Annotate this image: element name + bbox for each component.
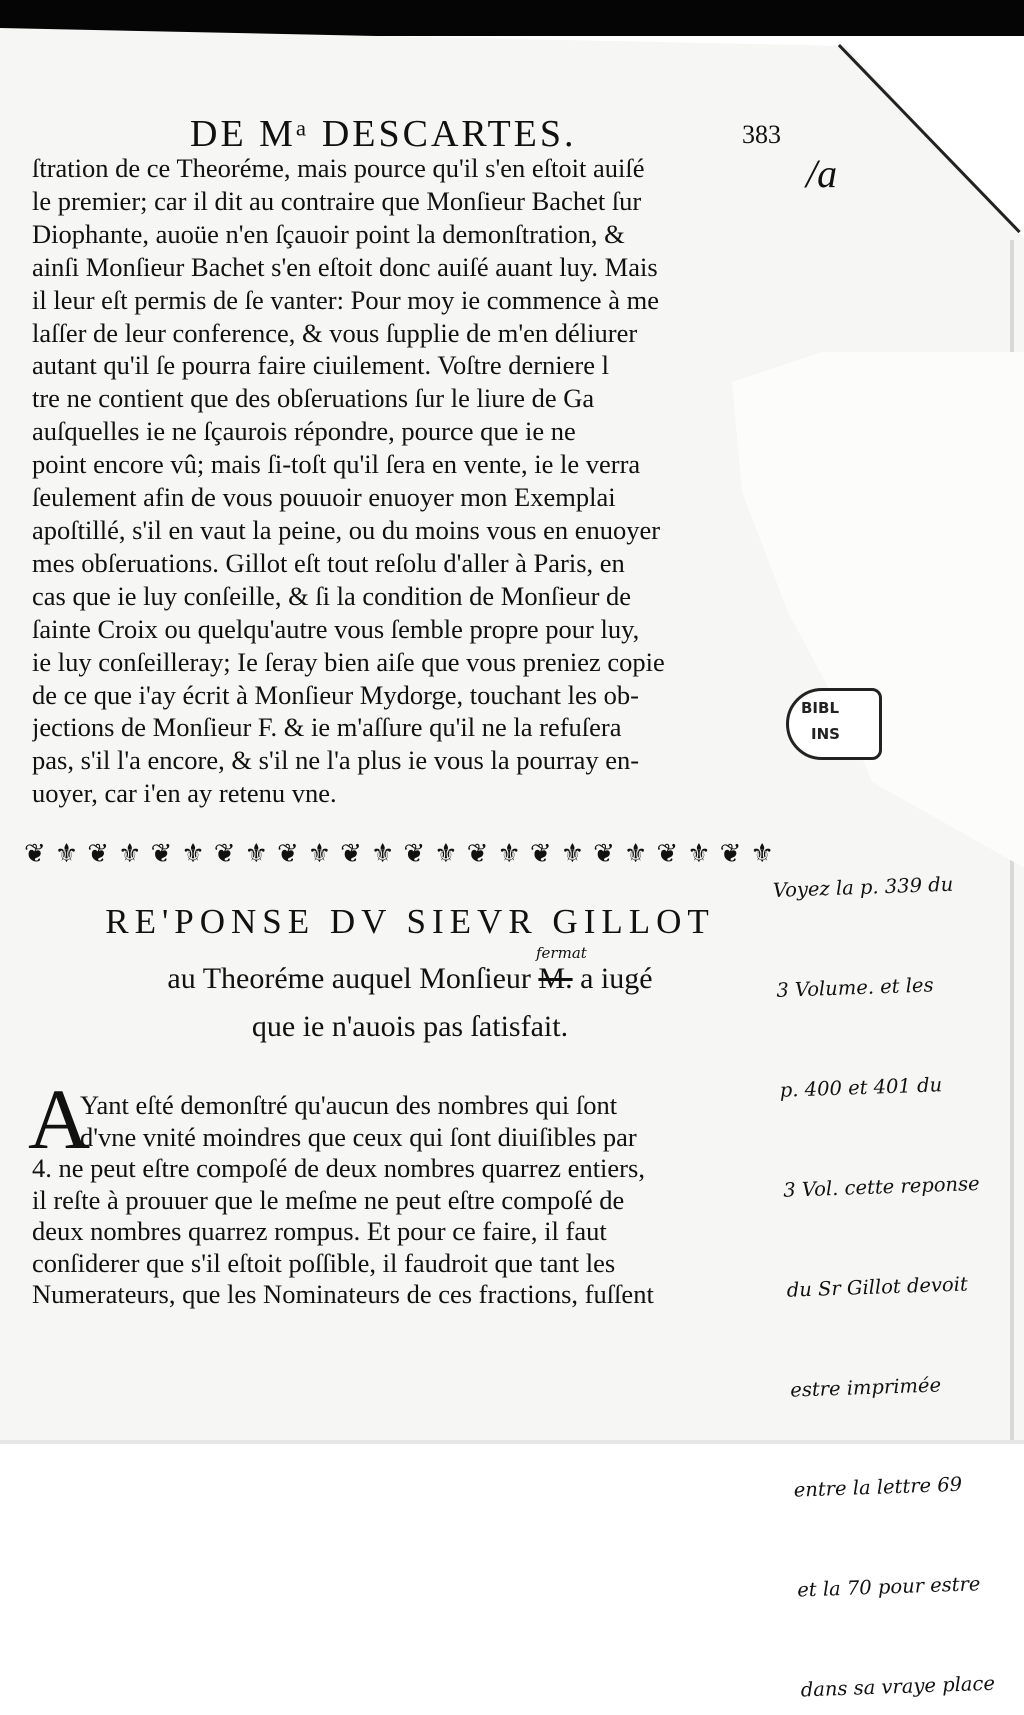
text-line: 4. ne peut eſtre compoſé de deux nombres quarrez entiers,: [32, 1153, 645, 1183]
text-line: ainſi Monſieur Bachet s'en eſtoit donc auiſé auant luy. Mais: [32, 251, 658, 282]
fleuron-icon: ❦: [150, 839, 173, 869]
text-line: ſainte Croix ou quelqu'autre vous ſemble propre pour luy,: [32, 613, 640, 644]
text-line: point encore vû; mais ſi-toſt qu'il ſera en vente, ie le verra: [32, 449, 641, 480]
fleuron-icon: ⚜: [118, 839, 142, 869]
text-line: auſquelles ie ne ſçaurois répondre, pource que ie ne: [32, 416, 576, 447]
handwritten-margin-note: [772, 857, 1024, 1715]
text-line: uoyer, car i'en ay retenu vne.: [32, 778, 337, 809]
text-line: pas, s'il l'a encore, & s'il ne l'a plus ie vous la pourray en-: [32, 745, 640, 776]
fleuron-icon: ⚜: [371, 839, 395, 869]
fleuron-icon: ❦: [87, 839, 110, 869]
text-line: il reſte à prouuer que le meſme ne peut eſtre compoſé de: [32, 1184, 625, 1215]
text-line: ſeulement afin de vous pouuoir enuoyer mon Exemplai: [32, 482, 616, 513]
fleuron-icon: ❦: [340, 839, 362, 869]
fleuron-icon: ⚜: [244, 839, 268, 869]
text-line: laſſer de leur conference, & vous ſupplie de m'en déliurer: [32, 317, 638, 348]
fleuron-icon: ❦: [403, 839, 426, 869]
note-line: du Sr Gillot devoit: [786, 1272, 969, 1302]
fleuron-icon: ❦: [719, 839, 742, 869]
reponse-body-text: [32, 1090, 772, 1311]
fleuron-icon: ⚜: [54, 839, 79, 869]
text-line: Diophante, auoüe n'en ſçauoir point la demonſtration, &: [32, 218, 625, 249]
fleuron-icon: ⚜: [307, 839, 332, 869]
fleuron-icon: ❦: [276, 839, 299, 869]
section-subtitle: [40, 962, 780, 996]
fleuron-icon: ⚜: [181, 839, 205, 869]
text-line: il leur eſt permis de ſe vanter: Pour moy ie commence à me: [32, 284, 659, 315]
fleuron-icon: ❦: [656, 839, 679, 869]
fleuron-icon: ⚜: [687, 839, 711, 869]
note-line: dans sa vraye place: [800, 1671, 996, 1702]
fleuron-icon: ❦: [213, 839, 236, 869]
note-line: entre la lettre 69: [793, 1472, 963, 1502]
text-line: apoſtillé, s'il en vaut la peine, ou du moins vous en enuoyer: [32, 514, 661, 545]
handwritten-insertion: fermat: [536, 944, 587, 962]
scan-bottom-edge: [0, 1440, 1024, 1444]
text-line: de ce que i'ay écrit à Monſieur Mydorge, touchant les ob-: [32, 679, 639, 710]
text-line: d'vne vnité moindres que ceux qui ſont diuiſibles par: [80, 1121, 637, 1152]
note-line: et la 70 pour estre: [796, 1572, 981, 1602]
drop-capital: A: [28, 1071, 91, 1167]
stamp-text-top: BIBL: [801, 699, 840, 717]
fleuron-icon: ❦: [466, 839, 489, 869]
struck-initial: M.: [538, 962, 573, 995]
text-line: mes obſeruations. Gillot eſt tout reſolu d'aller à Paris, en: [32, 547, 625, 578]
stamp-text-bottom: INS: [811, 725, 840, 743]
fleuron-icon: ⚜: [750, 839, 774, 869]
note-line: estre imprimée: [789, 1373, 942, 1402]
fleuron-icon: ❦: [24, 839, 46, 869]
fleuron-icon: ⚜: [497, 839, 521, 869]
fleuron-icon: ❦: [593, 839, 615, 869]
fleuron-icon: ⚜: [434, 839, 458, 869]
section-subtitle-line2: que ie n'auois pas ſatisfait.: [251, 1010, 569, 1043]
fleuron-icon: ⚜: [560, 839, 585, 869]
handwritten-margin-mark: /a: [806, 151, 838, 196]
text-line: ſtration de ce Theoréme, mais pource qu'il s'en eſtoit auiſé: [32, 153, 645, 183]
text-line: le premier; car il dit au contraire que Monſieur Bachet ſur: [32, 185, 642, 216]
text-line: Numerateurs, que les Nominateurs de ces fractions, fuſſent: [32, 1279, 654, 1309]
text-line: jections de Monſieur F. & ie m'aſſure qu'il ne la refuſera: [32, 712, 622, 743]
page-number: 383: [742, 120, 781, 149]
text-line: conſiderer que s'il eſtoit poſſible, il faudroit que tant les: [32, 1247, 616, 1278]
text-line: tre ne contient que des obſeruations ſur le liure de Ga: [32, 383, 595, 414]
scan-top-border: [0, 0, 1024, 36]
subtitle-text: au Theoréme auquel Monſieur: [167, 962, 531, 995]
fleuron-icon: ⚜: [623, 839, 648, 869]
note-line: 3 Volume. et les: [775, 973, 934, 1002]
note-line: Voyez la p. 339 du: [772, 872, 954, 902]
subtitle-text: a iugé: [580, 962, 653, 995]
note-line: 3 Vol. cette reponse: [782, 1171, 980, 1202]
library-stamp: [786, 688, 882, 760]
note-line: p. 400 et 401 du: [779, 1073, 943, 1102]
text-line: autant qu'il ſe pourra faire ciuilement. Voſtre derniere l: [32, 350, 610, 381]
letter-ending-text: [32, 152, 792, 810]
section-title: RE'PONSE DV SIEVR GILLOT: [105, 902, 715, 941]
text-line: deux nombres quarrez rompus. Et pour ce faire, il faut: [32, 1216, 607, 1246]
text-line: ie luy conſeilleray; Ie ſeray bien aiſe que vous preniez copie: [32, 646, 665, 677]
text-line: cas que ie luy conſeille, & ſi la condition de Monſieur de: [32, 580, 632, 611]
fleuron-icon: ❦: [529, 839, 552, 869]
running-title: DE Mᵃ DESCARTES.: [190, 113, 577, 155]
printer-ornament-band: [24, 834, 774, 874]
text-line: Yant eſté demonſtré qu'aucun des nombres qui ſont: [80, 1090, 618, 1120]
